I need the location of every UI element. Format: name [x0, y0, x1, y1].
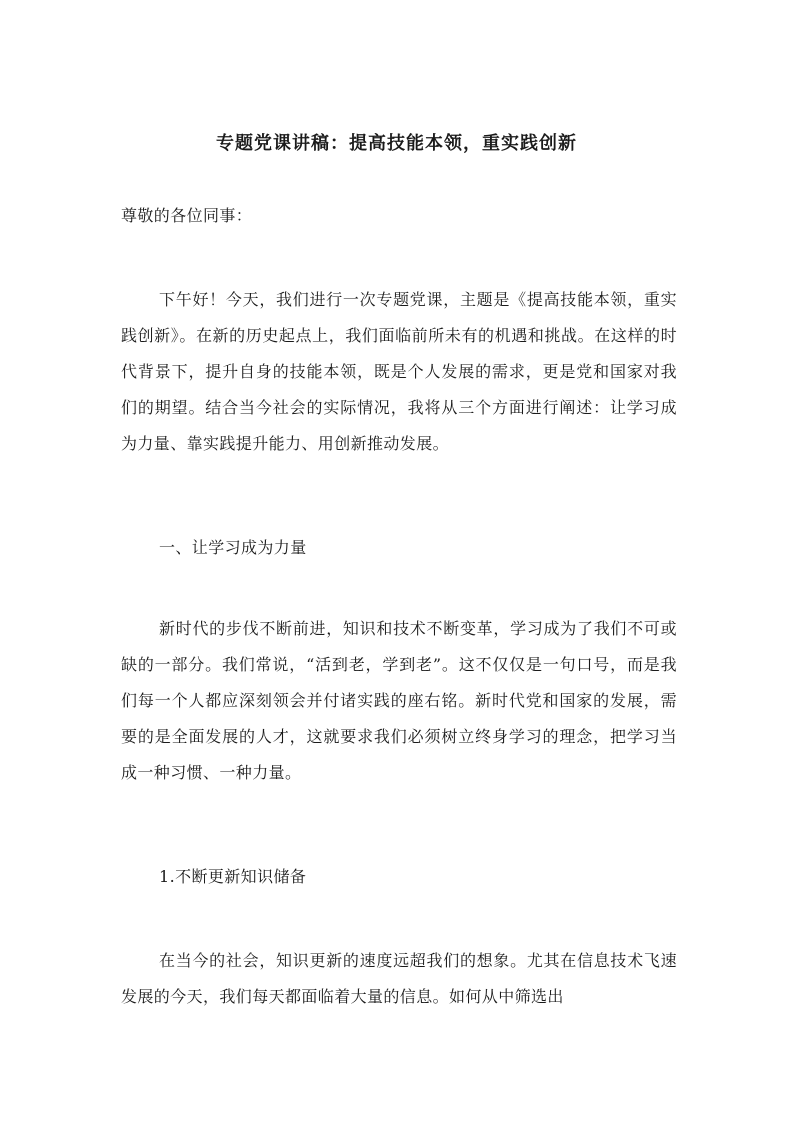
document-title: 专题党课讲稿：提高技能本领，重实践创新 [216, 133, 577, 154]
paragraph-knowledge: 在当今的社会，知识更新的速度远超我们的想象。尤其在信息技术飞速发展的今天，我们每天都面临着大量的信息。如何从中筛选出 [121, 951, 677, 1006]
salutation: 尊敬的各位同事： [121, 206, 253, 225]
subsection-heading-knowledge: 1.不断更新知识储备 [159, 867, 307, 886]
paragraph-learning: 新时代的步伐不断前进，知识和技术不断变革，学习成为了我们不可或缺的一部分。我们常说，“活到老，学到老”。这不仅仅是一句口号，而是我们每一个人都应深刻领会并付诸实践的座右铭。新时代党和国家的发展，需要的是全面发展的人才，这就要求我们必须树立终身学习的理念，把学习当成一种习惯、一种力量。 [121, 619, 677, 782]
paragraph-opening: 下午好！今天，我们进行一次专题党课，主题是《提高技能本领，重实践创新》。在新的历史起点上，我们面临前所未有的机遇和挑战。在这样的时代背景下，提升自身的技能本领，既是个人发展的需求，更是党和国家对我们的期望。结合当今社会的实际情况，我将从三个方面进行阐述：让学习成为力量、靠实践提升能力、用创新推动发展。 [121, 290, 677, 453]
section-heading-learning: 一、让学习成为力量 [159, 538, 307, 557]
